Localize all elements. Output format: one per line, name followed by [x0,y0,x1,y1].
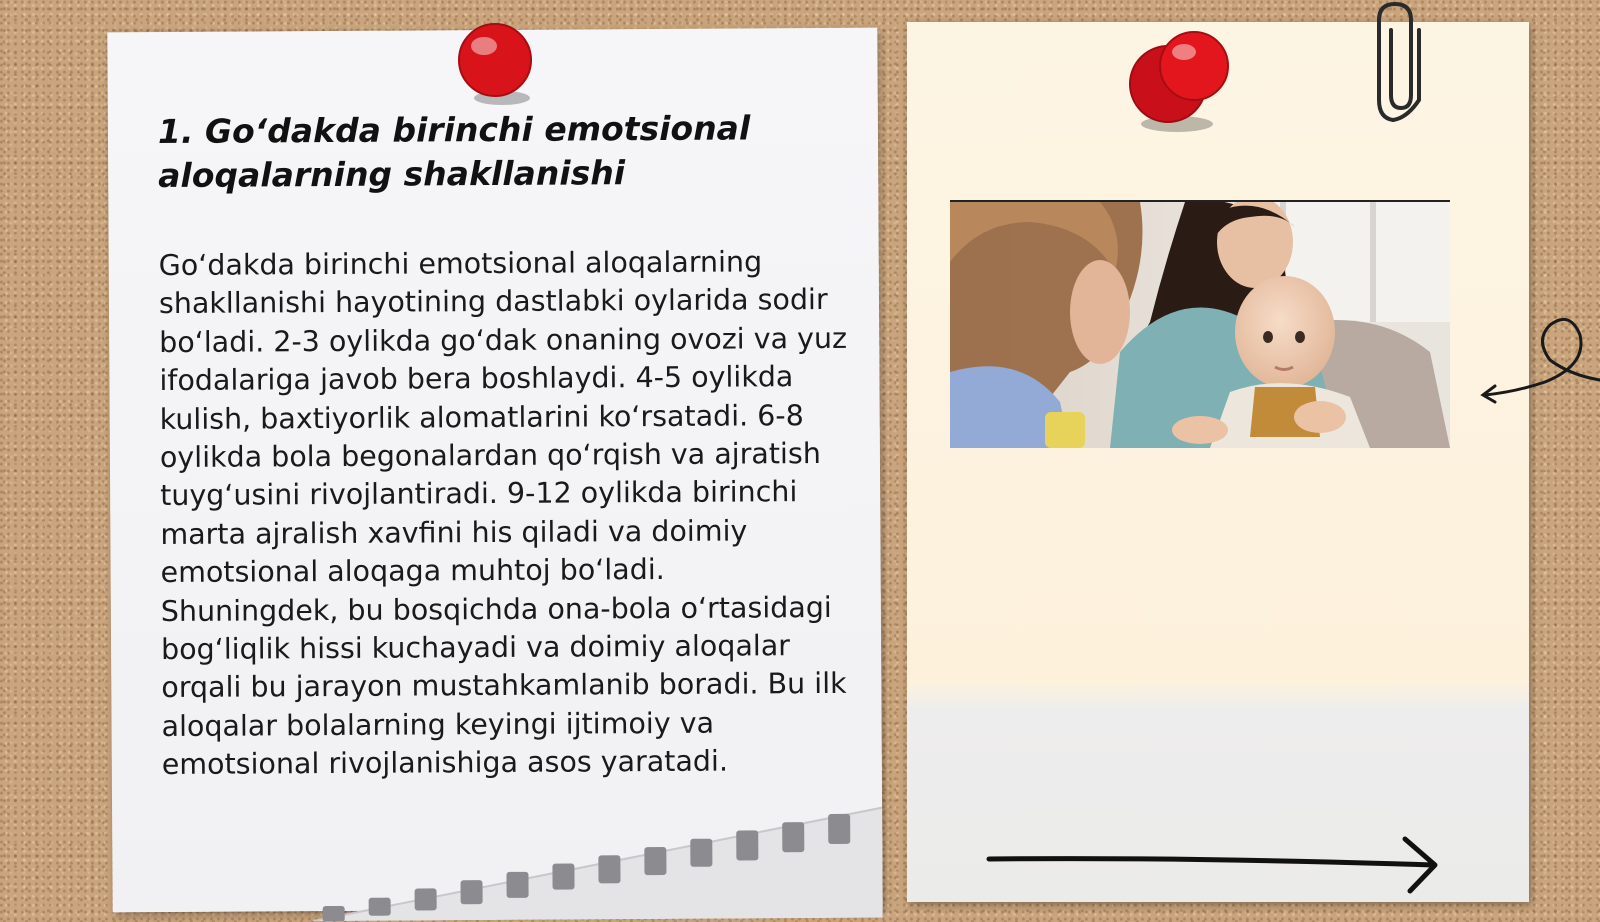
torn-spiral-edge-icon [312,798,883,921]
scribble-arrow-icon [1475,310,1600,410]
paperclip-icon [1375,0,1425,125]
woman-with-baby-photo [950,200,1450,448]
push-pins-icon [1122,30,1242,135]
left-note-paper [107,28,882,913]
right-note-paper [907,22,1529,902]
slide-body-text: Go‘dakda birinchi emotsional aloqalarning shakllanishi hayotining dastlabki oylarida sodir bo‘ladi. 2-3 oylikda go‘dak onaning ovozi va yuz ifodalariga javob bera boshlaydi. 4-5 oylikda kulish, baxtiyorlik alomatlarini ko‘rsatadi. 6-8 oylikda bola begonalardan qo‘rqish va ajratish tuyg‘usini rivojlantiradi. 9-12 oylikda birinchi marta ajralish xavfini his qiladi va doimiy emotsional aloqaga muhtoj bo‘ladi. Shuningdek, bu bosqichda ona-bola o‘rtasidagi bog‘liqlik hissi kuchayadi va doimiy aloqalar orqali bu jarayon mustahkamlanib boradi. Bu ilk aloqalar bolalarning keyingi ijtimoiy va emotsional rivojlanishiga asos yaratadi. [158,245,848,782]
slide-heading: 1. Go‘dakda birinchi emotsional aloqalarning shakllanishi [157,108,751,196]
push-pin-icon [452,20,542,110]
right-arrow-icon [985,835,1445,895]
